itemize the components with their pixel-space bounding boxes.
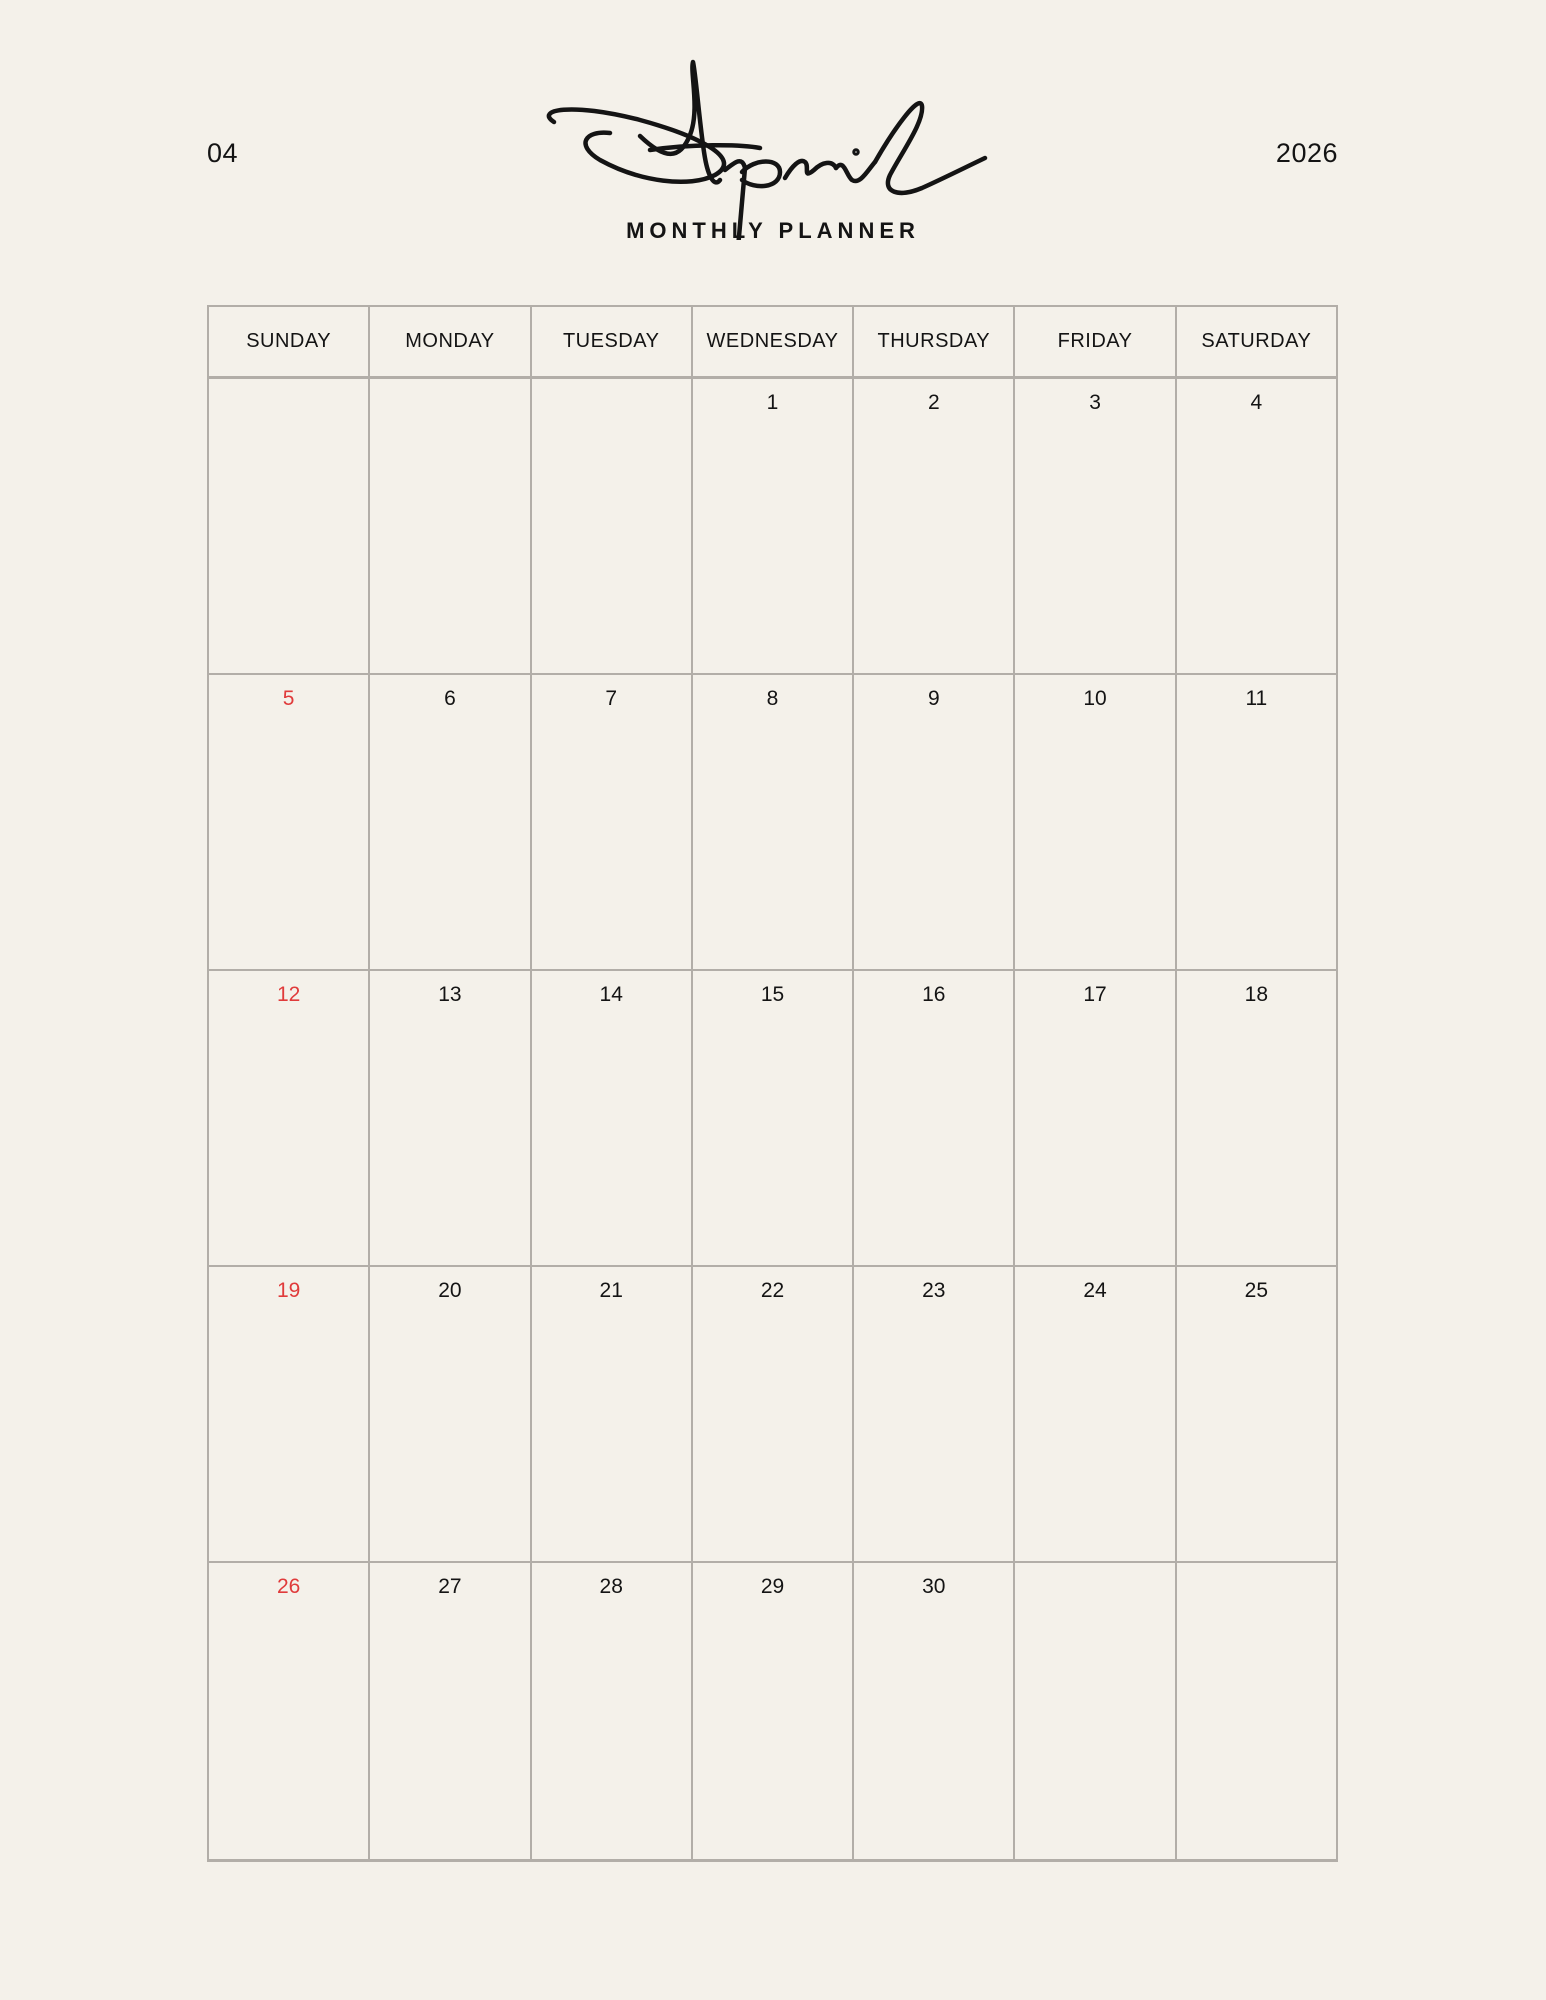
title-block — [0, 0, 1546, 260]
month-number: 04 — [207, 138, 239, 168]
day-cell-saturday — [1177, 1563, 1338, 1859]
day-number: 23 — [922, 1279, 946, 1302]
day-cell-saturday — [1177, 971, 1338, 1267]
day-cell-sunday — [209, 1563, 370, 1859]
day-cell-friday — [1015, 1267, 1176, 1563]
day-number: 10 — [1083, 687, 1107, 710]
day-cell-wednesday — [693, 971, 854, 1267]
day-number: 9 — [927, 687, 940, 710]
month-script-title — [530, 40, 1030, 240]
weekday-header-friday: FRIDAY — [1015, 307, 1176, 379]
day-number: 16 — [922, 983, 946, 1006]
weekday-header-thursday: THURSDAY — [854, 307, 1015, 379]
day-number: 15 — [760, 983, 785, 1006]
day-cell-tuesday — [532, 1267, 693, 1563]
day-number: 8 — [766, 687, 779, 710]
day-number: 24 — [1083, 1279, 1107, 1302]
weekday-header-wednesday: WEDNESDAY — [693, 307, 854, 379]
day-cell-sunday — [209, 675, 370, 971]
day-cell-wednesday — [693, 379, 854, 675]
day-cell-friday — [1015, 675, 1176, 971]
day-cell-tuesday — [532, 1563, 693, 1859]
day-number: 14 — [599, 983, 623, 1006]
weekday-header-sunday: SUNDAY — [209, 307, 370, 379]
day-number: 26 — [276, 1575, 301, 1598]
day-number: 19 — [276, 1279, 301, 1302]
day-cell-saturday — [1177, 379, 1338, 675]
weekday-header-tuesday: TUESDAY — [532, 307, 693, 379]
day-number: 1 — [766, 391, 779, 414]
day-number: 5 — [282, 687, 295, 710]
weekday-header-monday: MONDAY — [370, 307, 531, 379]
month-script-lettering — [530, 40, 1030, 240]
day-cell-monday — [370, 1267, 531, 1563]
day-number: 12 — [276, 983, 301, 1006]
day-cell-sunday — [209, 1267, 370, 1563]
day-cell-wednesday — [693, 1563, 854, 1859]
day-number: 4 — [1250, 391, 1263, 414]
day-cell-sunday — [209, 971, 370, 1267]
day-number: 3 — [1089, 391, 1101, 414]
day-cell-thursday — [854, 1563, 1015, 1859]
day-cell-monday — [370, 971, 531, 1267]
day-cell-thursday — [854, 675, 1015, 971]
day-cell-thursday — [854, 971, 1015, 1267]
day-cell-friday — [1015, 379, 1176, 675]
day-number: 25 — [1244, 1279, 1269, 1302]
day-cell-monday — [370, 379, 531, 675]
year-label: 2026 — [1275, 138, 1338, 168]
day-number: 28 — [599, 1575, 623, 1598]
day-number: 2 — [927, 391, 940, 414]
day-cell-tuesday — [532, 675, 693, 971]
day-number: 22 — [760, 1279, 785, 1302]
planner-subtitle: MONTHLY PLANNER — [626, 218, 920, 243]
day-cell-tuesday — [532, 379, 693, 675]
calendar-grid — [207, 305, 1338, 1862]
day-cell-sunday — [209, 379, 370, 675]
day-number: 11 — [1245, 687, 1268, 710]
day-cell-saturday — [1177, 675, 1338, 971]
day-cell-thursday — [854, 1267, 1015, 1563]
day-cell-wednesday — [693, 675, 854, 971]
day-number: 29 — [760, 1575, 785, 1598]
day-cell-monday — [370, 675, 531, 971]
weekday-header-saturday: SATURDAY — [1177, 307, 1338, 379]
day-cell-saturday — [1177, 1267, 1338, 1563]
day-number: 18 — [1244, 983, 1269, 1006]
day-number: 17 — [1083, 983, 1107, 1006]
day-cell-thursday — [854, 379, 1015, 675]
day-cell-friday — [1015, 971, 1176, 1267]
day-number: 30 — [922, 1575, 946, 1598]
day-cell-tuesday — [532, 971, 693, 1267]
day-number: 27 — [438, 1575, 462, 1598]
day-number: 20 — [438, 1279, 462, 1302]
day-number: 6 — [444, 687, 456, 710]
day-cell-friday — [1015, 1563, 1176, 1859]
day-cell-wednesday — [693, 1267, 854, 1563]
day-cell-monday — [370, 1563, 531, 1859]
day-number: 21 — [599, 1279, 623, 1302]
day-number: 7 — [605, 687, 618, 710]
day-number: 13 — [438, 983, 462, 1006]
